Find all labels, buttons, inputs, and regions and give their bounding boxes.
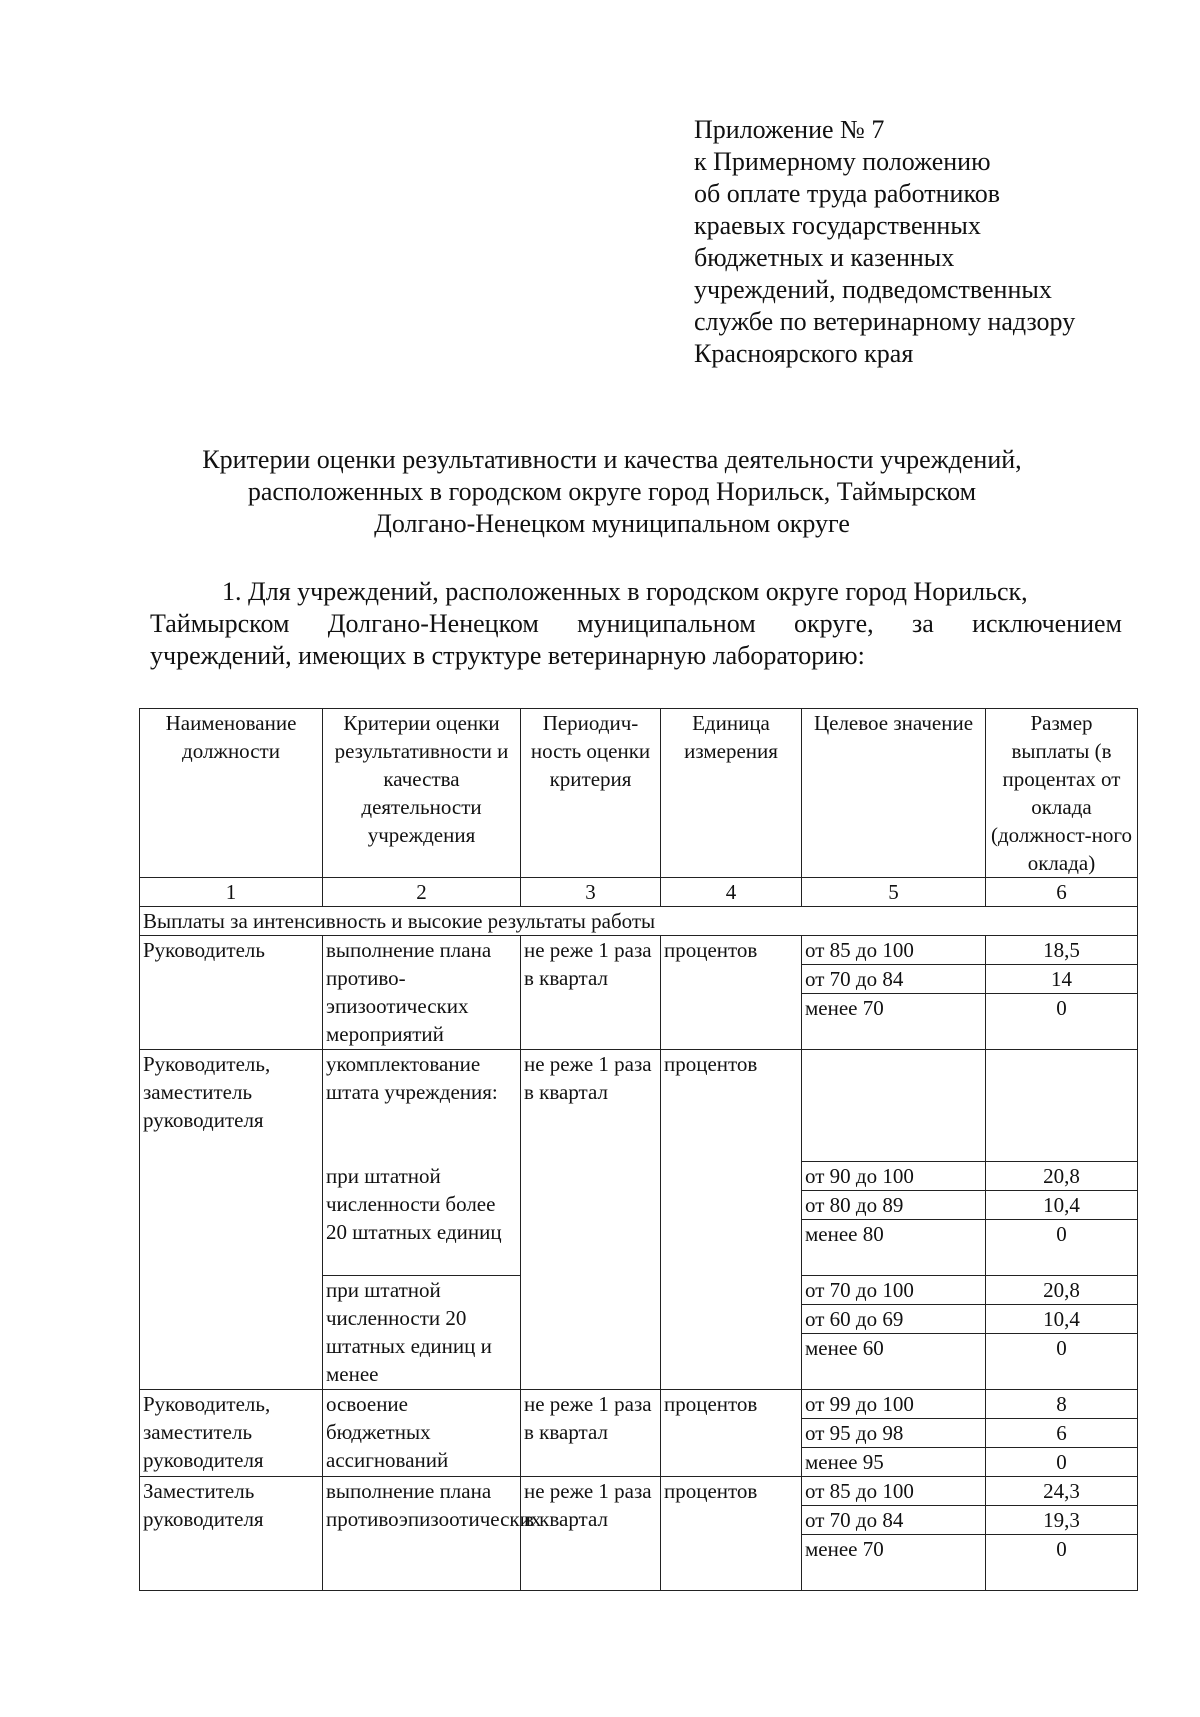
appendix-line: Приложение № 7 — [694, 115, 885, 144]
target-cell: от 99 до 100 — [802, 1390, 986, 1419]
section-title: Выплаты за интенсивность и высокие результаты работы — [140, 907, 1138, 936]
intro-line: учреждений, имеющих в структуре ветеринарную лабораторию: — [150, 641, 865, 670]
column-number: 4 — [661, 878, 802, 907]
criterion-cell: укомплектование штата учреждения: — [323, 1050, 521, 1162]
appendix-line: об оплате труда работников — [694, 179, 1001, 208]
header-cell: Критерии оценки результативности и качества деятельности учреждения — [323, 709, 521, 878]
target-cell: от 90 до 100 — [802, 1162, 986, 1191]
payment-cell: 0 — [986, 994, 1138, 1050]
position-cell: Руководитель, заместитель руководителя — [140, 1050, 323, 1390]
appendix-line: Красноярского края — [694, 339, 914, 368]
target-cell: от 70 до 100 — [802, 1276, 986, 1305]
criterion-cell: при штатной численности более 20 штатных единиц — [323, 1162, 521, 1276]
position-cell: Руководитель — [140, 936, 323, 1050]
column-number: 1 — [140, 878, 323, 907]
column-number: 6 — [986, 878, 1138, 907]
payment-cell: 10,4 — [986, 1191, 1138, 1220]
period-cell: не реже 1 раза в квартал — [521, 936, 661, 1050]
unit-cell: процентов — [661, 936, 802, 1050]
position-cell: Руководитель, заместитель руководителя — [140, 1390, 323, 1477]
target-cell: менее 60 — [802, 1334, 986, 1390]
appendix-line: службе по ветеринарному надзору — [694, 307, 1076, 336]
document-title — [140, 444, 1084, 540]
criterion-cell: выполнение плана противоэпизоотических — [323, 1477, 521, 1591]
header-cell: Единица измерения — [661, 709, 802, 878]
position-cell: Заместитель руководителя — [140, 1477, 323, 1591]
column-number: 3 — [521, 878, 661, 907]
period-cell: не реже 1 раза в квартал — [521, 1477, 661, 1591]
title-line: Критерии оценки результативности и качества деятельности учреждений, — [202, 445, 1022, 474]
payment-cell: 19,3 — [986, 1506, 1138, 1535]
column-number: 2 — [323, 878, 521, 907]
target-cell: менее 80 — [802, 1220, 986, 1276]
column-number: 5 — [802, 878, 986, 907]
payment-cell: 0 — [986, 1220, 1138, 1276]
payment-cell: 24,3 — [986, 1477, 1138, 1506]
payment-cell-empty — [986, 1050, 1138, 1162]
unit-cell: процентов — [661, 1050, 802, 1390]
payment-cell: 20,8 — [986, 1276, 1138, 1305]
payment-cell: 0 — [986, 1334, 1138, 1390]
appendix-block — [694, 114, 1154, 370]
title-line: Долгано-Ненецком муниципальном округе — [374, 509, 850, 538]
title-line: расположенных в городском округе город Норильск, Таймырском — [247, 477, 977, 506]
criteria-table — [139, 708, 1138, 1591]
intro-paragraph — [150, 576, 1122, 672]
target-cell: менее 95 — [802, 1448, 986, 1477]
target-cell: менее 70 — [802, 994, 986, 1050]
header-cell: Размер выплаты (в процентах от оклада (должност-ного оклада) — [986, 709, 1138, 878]
target-cell: от 85 до 100 — [802, 936, 986, 965]
target-cell: от 70 до 84 — [802, 1506, 986, 1535]
header-cell: Периодич-ность оценки критерия — [521, 709, 661, 878]
target-cell: от 70 до 84 — [802, 965, 986, 994]
section-row — [140, 907, 1138, 936]
table-row — [140, 1390, 1138, 1419]
column-number-row — [140, 878, 1138, 907]
criterion-cell: выполнение плана противо-эпизоотических мероприятий — [323, 936, 521, 1050]
unit-cell: процентов — [661, 1390, 802, 1477]
period-cell: не реже 1 раза в квартал — [521, 1390, 661, 1477]
criterion-cell: при штатной численности 20 штатных единиц и менее — [323, 1276, 521, 1390]
payment-cell: 10,4 — [986, 1305, 1138, 1334]
unit-cell: процентов — [661, 1477, 802, 1591]
target-cell: от 95 до 98 — [802, 1419, 986, 1448]
target-cell: от 60 до 69 — [802, 1305, 986, 1334]
header-cell: Целевое значение — [802, 709, 986, 878]
target-cell: от 85 до 100 — [802, 1477, 986, 1506]
appendix-line: к Примерному положению — [694, 147, 991, 176]
target-cell: от 80 до 89 — [802, 1191, 986, 1220]
period-cell: не реже 1 раза в квартал — [521, 1050, 661, 1390]
criterion-cell: освоение бюджетных ассигнований — [323, 1390, 521, 1477]
payment-cell: 6 — [986, 1419, 1138, 1448]
table-row — [140, 936, 1138, 965]
payment-cell: 18,5 — [986, 936, 1138, 965]
appendix-line: краевых государственных — [694, 211, 981, 240]
payment-cell: 0 — [986, 1535, 1138, 1591]
intro-line: Таймырском Долгано-Ненецком муниципальном округе, за исключением — [150, 609, 1122, 638]
payment-cell: 0 — [986, 1448, 1138, 1477]
table-header-row — [140, 709, 1138, 878]
intro-line: 1. Для учреждений, расположенных в городском округе город Норильск, — [222, 577, 1028, 606]
appendix-line: учреждений, подведомственных — [694, 275, 1052, 304]
target-cell-empty — [802, 1050, 986, 1162]
payment-cell: 20,8 — [986, 1162, 1138, 1191]
target-cell: менее 70 — [802, 1535, 986, 1591]
table-row — [140, 1050, 1138, 1162]
payment-cell: 14 — [986, 965, 1138, 994]
payment-cell: 8 — [986, 1390, 1138, 1419]
header-cell: Наименование должности — [140, 709, 323, 878]
table-row — [140, 1477, 1138, 1506]
appendix-line: бюджетных и казенных — [694, 243, 955, 272]
